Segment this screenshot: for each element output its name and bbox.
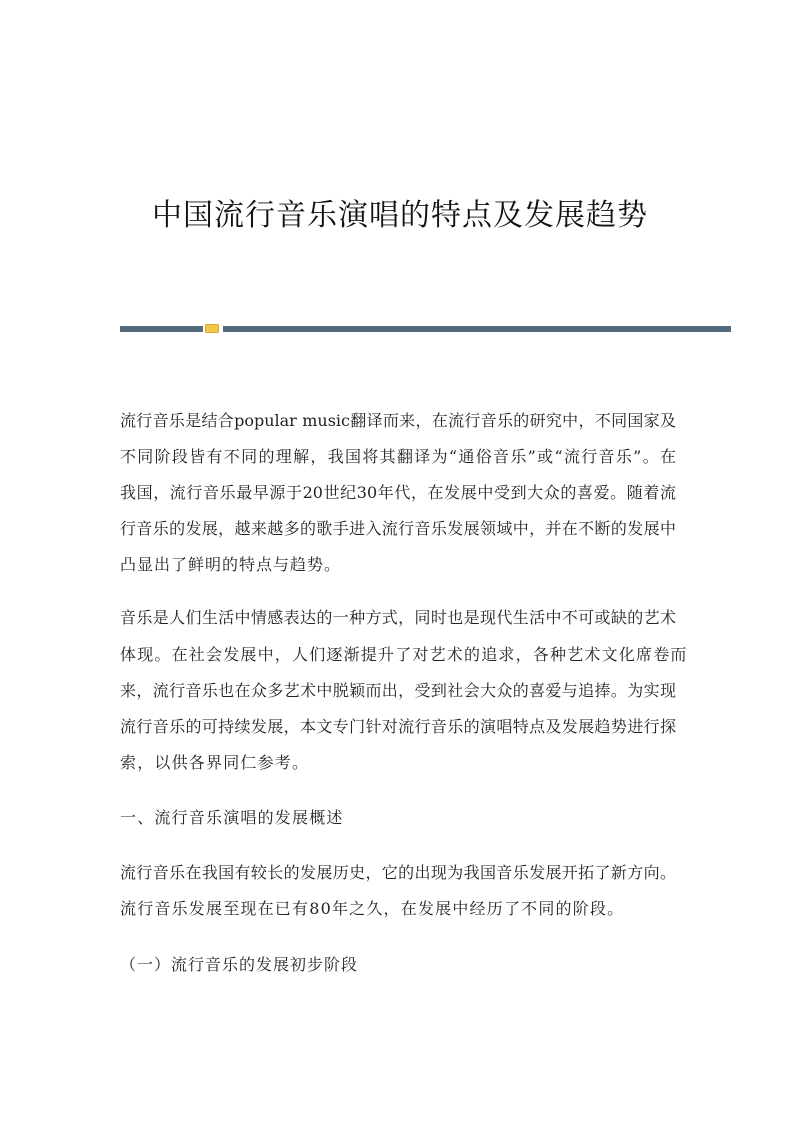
paragraph-1-line: 凸显出了鲜明的特点与趋势。	[120, 555, 342, 574]
section-heading: 一、流行音乐演唱的发展概述	[120, 808, 344, 827]
divider-left	[120, 326, 203, 332]
document-title: 中国流行音乐演唱的特点及发展趋势	[152, 198, 648, 233]
divider-right	[223, 326, 731, 332]
paragraph-1-line: 流行音乐是结合popular music翻译而来，在流行音乐的研究中，不同国家及	[120, 411, 676, 430]
paragraph-1-line: 行音乐的发展，越来越多的歌手进入流行音乐发展领域中，并在不断的发展中	[120, 519, 676, 538]
paragraph-2-line: 音乐是人们生活中情感表达的一种方式，同时也是现代生活中不可或缺的艺术	[120, 608, 676, 627]
paragraph-2-line: 流行音乐的可持续发展，本文专门针对流行音乐的演唱特点及发展趋势进行探	[120, 717, 676, 736]
paragraph-1-line: 我国，流行音乐最早源于20世纪30年代，在发展中受到大众的喜爱。随着流	[120, 483, 676, 502]
paragraph-2-line: 体现。在社会发展中，人们逐渐提升了对艺术的追求，各种艺术文化席卷而	[120, 645, 688, 664]
paragraph-2-line: 索，以供各界同仁参考。	[120, 753, 310, 772]
paragraph-1-line: 不同阶段皆有不同的理解，我国将其翻译为“通俗音乐”或“流行音乐”。在	[120, 447, 676, 466]
divider-ornament-icon	[205, 324, 219, 333]
paragraph-3-line: 流行音乐在我国有较长的发展历史，它的出现为我国音乐发展开拓了新方向。	[120, 863, 676, 882]
paragraph-3-line: 流行音乐发展至现在已有80年之久，在发展中经历了不同的阶段。	[120, 899, 625, 918]
subsection-heading: （一）流行音乐的发展初步阶段	[120, 955, 359, 974]
paragraph-2-line: 来，流行音乐也在众多艺术中脱颖而出，受到社会大众的喜爱与追捧。为实现	[120, 681, 676, 700]
